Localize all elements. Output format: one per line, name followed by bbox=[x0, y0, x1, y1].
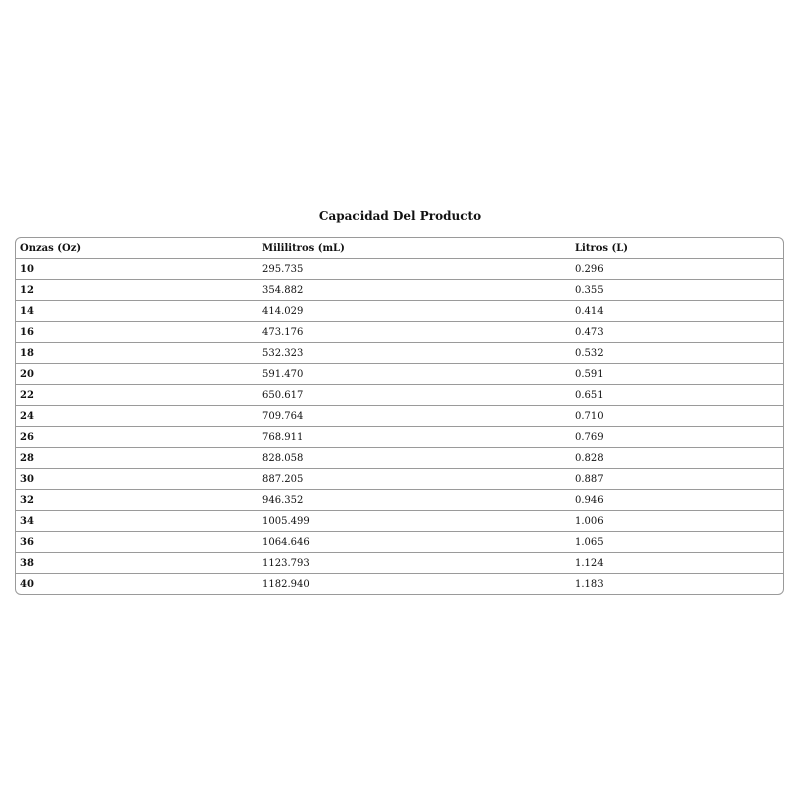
cell-ounces: 34 bbox=[16, 511, 258, 532]
cell-milliliters: 414.029 bbox=[258, 301, 571, 322]
table-row bbox=[16, 532, 783, 553]
table-row bbox=[16, 364, 783, 385]
cell-liters: 0.355 bbox=[571, 280, 783, 301]
cell-liters: 0.414 bbox=[571, 301, 783, 322]
cell-liters: 0.296 bbox=[571, 259, 783, 280]
cell-milliliters: 1123.793 bbox=[258, 553, 571, 574]
cell-milliliters: 887.205 bbox=[258, 469, 571, 490]
cell-milliliters: 532.323 bbox=[258, 343, 571, 364]
cell-ounces: 22 bbox=[16, 385, 258, 406]
cell-ounces: 26 bbox=[16, 427, 258, 448]
cell-ounces: 40 bbox=[20, 578, 34, 590]
cell-liters: 0.591 bbox=[571, 364, 783, 385]
cell-ounces: 16 bbox=[16, 322, 258, 343]
cell-milliliters: 295.735 bbox=[258, 259, 571, 280]
cell-milliliters: 946.352 bbox=[258, 490, 571, 511]
cell-milliliters: 768.911 bbox=[258, 427, 571, 448]
cell-milliliters: 1005.499 bbox=[258, 511, 571, 532]
cell-liters: 0.887 bbox=[571, 469, 783, 490]
header-ounces: Onzas (Oz) bbox=[16, 238, 258, 259]
table-body bbox=[16, 259, 783, 595]
cell-ounces: 32 bbox=[16, 490, 258, 511]
cell-ounces: 38 bbox=[16, 553, 258, 574]
cell-liters: 0.769 bbox=[571, 427, 783, 448]
cell-milliliters: 354.882 bbox=[258, 280, 571, 301]
cell-liters: 0.946 bbox=[571, 490, 783, 511]
table-row bbox=[16, 553, 783, 574]
cell-ounces: 20 bbox=[16, 364, 258, 385]
cell-milliliters: 828.058 bbox=[258, 448, 571, 469]
table-caption: Capacidad Del Producto bbox=[318, 209, 482, 223]
cell-ounces: 12 bbox=[16, 280, 258, 301]
cell-ounces: 28 bbox=[16, 448, 258, 469]
table-row bbox=[16, 469, 783, 490]
cell-liters: 0.651 bbox=[571, 385, 783, 406]
header-liters: Litros (L) bbox=[571, 238, 783, 259]
header-milliliters: Mililitros (mL) bbox=[258, 238, 571, 259]
cell-liters: 1.124 bbox=[571, 553, 783, 574]
cell-ounces: 18 bbox=[16, 343, 258, 364]
table-row bbox=[16, 385, 783, 406]
cell-ounces: 36 bbox=[16, 532, 258, 553]
cell-liters: 1.006 bbox=[571, 511, 783, 532]
cell-milliliters: 709.764 bbox=[258, 406, 571, 427]
cell-milliliters: 1064.646 bbox=[258, 532, 571, 553]
cell-milliliters: 1182.940 bbox=[262, 578, 310, 590]
cell-liters: 0.710 bbox=[571, 406, 783, 427]
cell-ounces: 30 bbox=[16, 469, 258, 490]
table-row bbox=[16, 511, 783, 532]
table-row bbox=[16, 343, 783, 364]
cell-milliliters: 591.470 bbox=[258, 364, 571, 385]
cell-liters: 0.532 bbox=[571, 343, 783, 364]
capacity-table bbox=[16, 238, 783, 594]
table-row bbox=[16, 448, 783, 469]
cell-liters: 0.473 bbox=[571, 322, 783, 343]
table-row bbox=[16, 574, 783, 595]
cell-ounces: 10 bbox=[16, 259, 258, 280]
capacity-table-container bbox=[15, 237, 784, 595]
cell-milliliters: 473.176 bbox=[258, 322, 571, 343]
table-row bbox=[16, 322, 783, 343]
cell-liters: 1.183 bbox=[575, 578, 604, 590]
cell-ounces: 24 bbox=[16, 406, 258, 427]
table-row bbox=[16, 406, 783, 427]
cell-liters: 0.828 bbox=[571, 448, 783, 469]
cell-liters: 1.065 bbox=[571, 532, 783, 553]
table-header-row bbox=[16, 238, 783, 259]
cell-ounces: 14 bbox=[16, 301, 258, 322]
table-row bbox=[16, 259, 783, 280]
table-row bbox=[16, 301, 783, 322]
cell-milliliters: 650.617 bbox=[258, 385, 571, 406]
table-row bbox=[16, 280, 783, 301]
table-row bbox=[16, 427, 783, 448]
table-row bbox=[16, 490, 783, 511]
